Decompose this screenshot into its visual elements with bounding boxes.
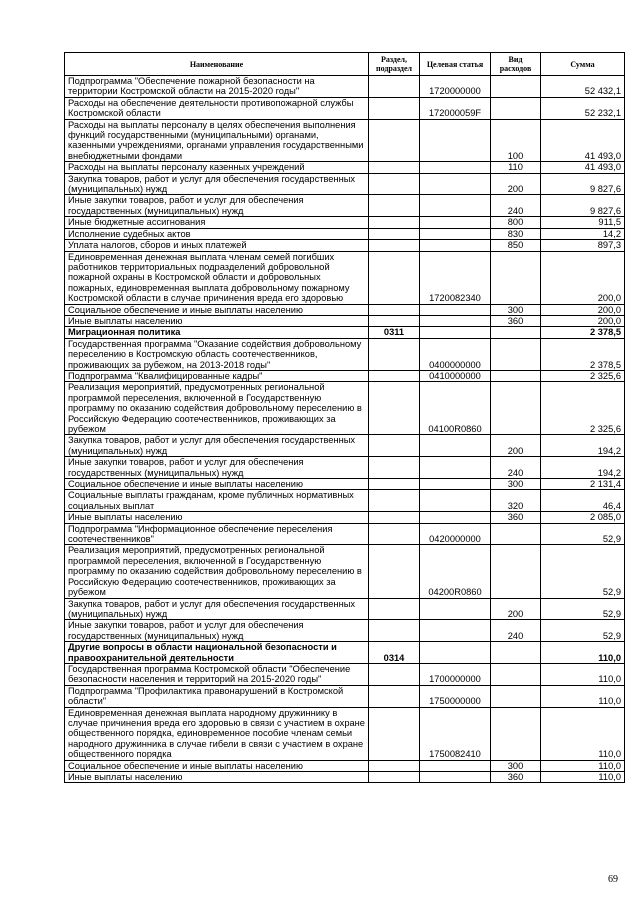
cell-name: Государственная программа Костромской области "Обеспечение безопасности населения и территорий на 2015-2020 годы"	[65, 663, 369, 685]
header-section: Раздел, подраздел	[369, 53, 420, 76]
cell-name: Закупка товаров, работ и услуг для обеспечения государственных (муниципальных) нужд	[65, 435, 369, 457]
page-number: 69	[608, 874, 618, 885]
cell-type: 240	[491, 195, 541, 217]
cell-name: Иные выплаты населению	[65, 315, 369, 326]
cell-type: 830	[491, 228, 541, 239]
table-row	[65, 512, 625, 523]
cell-target	[420, 620, 491, 642]
table-body	[65, 76, 625, 783]
cell-amount: 2 325,6	[541, 370, 625, 381]
cell-amount: 200,0	[541, 315, 625, 326]
cell-target	[420, 598, 491, 620]
cell-name: Уплата налогов, сборов и иных платежей	[65, 240, 369, 251]
cell-target	[420, 435, 491, 457]
cell-name: Другие вопросы в области национальной безопасности и правоохранительной деятельности	[65, 642, 369, 664]
cell-section: 0311	[369, 327, 420, 338]
cell-target	[420, 195, 491, 217]
table-row	[65, 490, 625, 512]
cell-name: Миграционная политика	[65, 327, 369, 338]
table-row	[65, 598, 625, 620]
cell-type: 300	[491, 760, 541, 771]
cell-section	[369, 76, 420, 98]
cell-type: 200	[491, 435, 541, 457]
header-target: Целевая статья	[420, 53, 491, 76]
cell-amount: 14,2	[541, 228, 625, 239]
cell-type	[491, 327, 541, 338]
cell-target	[420, 315, 491, 326]
cell-section	[369, 620, 420, 642]
header-name: Наименование	[65, 53, 369, 76]
cell-target: 1700000000	[420, 663, 491, 685]
cell-name: Расходы на выплаты персоналу казенных учреждений	[65, 162, 369, 173]
table-row	[65, 327, 625, 338]
cell-type: 300	[491, 304, 541, 315]
cell-type: 360	[491, 315, 541, 326]
cell-target: 04200R0860	[420, 545, 491, 598]
cell-type	[491, 642, 541, 664]
cell-amount: 194,2	[541, 435, 625, 457]
cell-type: 360	[491, 512, 541, 523]
cell-name: Иные бюджетные ассигнования	[65, 217, 369, 228]
cell-name: Подпрограмма "Информационное обеспечение переселения соотечественников"	[65, 523, 369, 545]
cell-name: Государственная программа "Оказание содействия добровольному переселению в Костромскую область соотечественников, проживающих за рубежом, на 2013-2018 годы"	[65, 338, 369, 370]
cell-type	[491, 76, 541, 98]
table-row	[65, 685, 625, 707]
cell-target	[420, 457, 491, 479]
cell-section	[369, 598, 420, 620]
cell-section	[369, 97, 420, 119]
table-row	[65, 195, 625, 217]
cell-amount: 41 493,0	[541, 162, 625, 173]
cell-name: Социальное обеспечение и иные выплаты населению	[65, 479, 369, 490]
cell-amount: 200,0	[541, 251, 625, 304]
cell-section	[369, 173, 420, 195]
header-amount: Сумма	[541, 53, 625, 76]
cell-amount: 897,3	[541, 240, 625, 251]
table-header-row	[65, 53, 625, 76]
cell-section	[369, 240, 420, 251]
cell-target	[420, 772, 491, 783]
cell-type: 800	[491, 217, 541, 228]
cell-section	[369, 251, 420, 304]
cell-section	[369, 707, 420, 760]
cell-name: Единовременная денежная выплата членам семей погибших работников территориальных подразделений добровольной пожарной охраны в Костромской области и добровольных пожарных, единовременная выплата добровольному пожарному Костромской области в случае причинения вреда его здоровью	[65, 251, 369, 304]
cell-type	[491, 707, 541, 760]
cell-amount: 110,0	[541, 772, 625, 783]
cell-target	[420, 228, 491, 239]
cell-type: 110	[491, 162, 541, 173]
cell-type	[491, 523, 541, 545]
cell-amount: 2 325,6	[541, 382, 625, 435]
cell-type: 360	[491, 772, 541, 783]
cell-section	[369, 195, 420, 217]
cell-target: 1750000000	[420, 685, 491, 707]
cell-name: Расходы на выплаты персоналу в целях обеспечения выполнения функций государственными (муниципальными) органами, казенными учреждениями, органами управления государственными внебюджетными фондами	[65, 119, 369, 162]
table-row	[65, 119, 625, 162]
table-row	[65, 457, 625, 479]
cell-target: 1720000000	[420, 76, 491, 98]
cell-type: 300	[491, 479, 541, 490]
cell-type	[491, 545, 541, 598]
cell-section	[369, 370, 420, 381]
cell-type	[491, 382, 541, 435]
cell-target: 0410000000	[420, 370, 491, 381]
cell-amount: 46,4	[541, 490, 625, 512]
cell-section	[369, 479, 420, 490]
cell-type: 240	[491, 457, 541, 479]
cell-amount: 110,0	[541, 760, 625, 771]
table-row	[65, 304, 625, 315]
table-row	[65, 76, 625, 98]
table-row	[65, 435, 625, 457]
cell-section	[369, 663, 420, 685]
table-row	[65, 228, 625, 239]
table-row	[65, 315, 625, 326]
cell-name: Закупка товаров, работ и услуг для обеспечения государственных (муниципальных) нужд	[65, 173, 369, 195]
cell-amount: 52,9	[541, 598, 625, 620]
cell-target	[420, 479, 491, 490]
table-row	[65, 370, 625, 381]
cell-section	[369, 760, 420, 771]
budget-table-container	[64, 52, 624, 783]
table-row	[65, 772, 625, 783]
table-row	[65, 97, 625, 119]
cell-section	[369, 772, 420, 783]
cell-target	[420, 217, 491, 228]
cell-target	[420, 760, 491, 771]
table-row	[65, 217, 625, 228]
cell-section	[369, 490, 420, 512]
table-row	[65, 382, 625, 435]
cell-amount: 2 085,0	[541, 512, 625, 523]
cell-name: Реализация мероприятий, предусмотренных региональной программой переселения, включенной в Государственную программу по оказанию содействия добровольному переселению в Российскую Федерацию соотечественников, проживающих за рубежом	[65, 545, 369, 598]
cell-name: Подпрограмма "Профилактика правонарушений в Костромской области"	[65, 685, 369, 707]
budget-table	[64, 52, 625, 783]
cell-section	[369, 545, 420, 598]
cell-section: 0314	[369, 642, 420, 664]
cell-amount: 41 493,0	[541, 119, 625, 162]
cell-target	[420, 162, 491, 173]
table-row	[65, 523, 625, 545]
cell-type: 200	[491, 598, 541, 620]
cell-section	[369, 119, 420, 162]
cell-type	[491, 97, 541, 119]
table-row	[65, 545, 625, 598]
cell-target	[420, 327, 491, 338]
cell-amount: 2 131,4	[541, 479, 625, 490]
cell-amount: 9 827,6	[541, 173, 625, 195]
cell-amount: 52,9	[541, 523, 625, 545]
cell-amount: 110,0	[541, 642, 625, 664]
table-row	[65, 642, 625, 664]
cell-section	[369, 228, 420, 239]
cell-type	[491, 251, 541, 304]
cell-type: 100	[491, 119, 541, 162]
cell-name: Расходы на обеспечение деятельности противопожарной службы Костромской области	[65, 97, 369, 119]
cell-amount: 52,9	[541, 620, 625, 642]
cell-amount: 110,0	[541, 663, 625, 685]
cell-type: 200	[491, 173, 541, 195]
cell-name: Иные закупки товаров, работ и услуг для обеспечения государственных (муниципальных) нужд	[65, 195, 369, 217]
cell-section	[369, 512, 420, 523]
cell-type: 850	[491, 240, 541, 251]
cell-amount: 110,0	[541, 685, 625, 707]
cell-target	[420, 642, 491, 664]
table-row	[65, 707, 625, 760]
cell-target	[420, 304, 491, 315]
cell-type	[491, 370, 541, 381]
table-row	[65, 240, 625, 251]
table-row	[65, 251, 625, 304]
cell-name: Подпрограмма "Обеспечение пожарной безопасности на территории Костромской области на 2015-2020 годы"	[65, 76, 369, 98]
cell-name: Иные выплаты населению	[65, 772, 369, 783]
cell-target: 0400000000	[420, 338, 491, 370]
table-row	[65, 620, 625, 642]
cell-target	[420, 119, 491, 162]
cell-target: 04100R0860	[420, 382, 491, 435]
cell-amount: 52 432,1	[541, 76, 625, 98]
cell-amount: 52 232,1	[541, 97, 625, 119]
cell-target: 1750082410	[420, 707, 491, 760]
cell-target	[420, 512, 491, 523]
cell-amount: 911,5	[541, 217, 625, 228]
cell-type	[491, 338, 541, 370]
cell-section	[369, 304, 420, 315]
cell-section	[369, 685, 420, 707]
cell-name: Закупка товаров, работ и услуг для обеспечения государственных (муниципальных) нужд	[65, 598, 369, 620]
cell-section	[369, 523, 420, 545]
cell-name: Иные выплаты населению	[65, 512, 369, 523]
cell-type: 240	[491, 620, 541, 642]
cell-name: Социальное обеспечение и иные выплаты населению	[65, 760, 369, 771]
table-row	[65, 663, 625, 685]
cell-amount: 9 827,6	[541, 195, 625, 217]
cell-amount: 2 378,5	[541, 327, 625, 338]
cell-section	[369, 382, 420, 435]
cell-type: 320	[491, 490, 541, 512]
cell-section	[369, 457, 420, 479]
cell-section	[369, 338, 420, 370]
cell-type	[491, 685, 541, 707]
cell-amount: 110,0	[541, 707, 625, 760]
cell-name: Реализация мероприятий, предусмотренных региональной программой переселения, включенной в Государственную программу по оказанию содействия добровольному переселению в Российскую Федерацию соотечественников, проживающих за рубежом	[65, 382, 369, 435]
cell-target	[420, 240, 491, 251]
cell-target	[420, 490, 491, 512]
cell-target: 1720082340	[420, 251, 491, 304]
cell-section	[369, 315, 420, 326]
cell-type	[491, 663, 541, 685]
cell-amount: 194,2	[541, 457, 625, 479]
cell-amount: 200,0	[541, 304, 625, 315]
table-row	[65, 338, 625, 370]
cell-amount: 2 378,5	[541, 338, 625, 370]
cell-target	[420, 173, 491, 195]
table-row	[65, 173, 625, 195]
table-row	[65, 479, 625, 490]
cell-section	[369, 435, 420, 457]
table-row	[65, 760, 625, 771]
cell-section	[369, 162, 420, 173]
cell-section	[369, 217, 420, 228]
cell-name: Подпрограмма "Квалифицированные кадры"	[65, 370, 369, 381]
cell-target: 172000059F	[420, 97, 491, 119]
cell-name: Социальное обеспечение и иные выплаты населению	[65, 304, 369, 315]
header-type: Вид расходов	[491, 53, 541, 76]
cell-name: Иные закупки товаров, работ и услуг для обеспечения государственных (муниципальных) нужд	[65, 457, 369, 479]
cell-name: Исполнение судебных актов	[65, 228, 369, 239]
cell-name: Иные закупки товаров, работ и услуг для обеспечения государственных (муниципальных) нужд	[65, 620, 369, 642]
cell-name: Единовременная денежная выплата народному дружиннику в случае причинения вреда его здоровью в связи с участием в охране общественного порядка, единовременное пособие членам семьи народного дружинника в случае гибели в связи с участием в охране общественного порядка	[65, 707, 369, 760]
cell-amount: 52,9	[541, 545, 625, 598]
cell-target: 0420000000	[420, 523, 491, 545]
cell-name: Социальные выплаты гражданам, кроме публичных нормативных социальных выплат	[65, 490, 369, 512]
table-row	[65, 162, 625, 173]
